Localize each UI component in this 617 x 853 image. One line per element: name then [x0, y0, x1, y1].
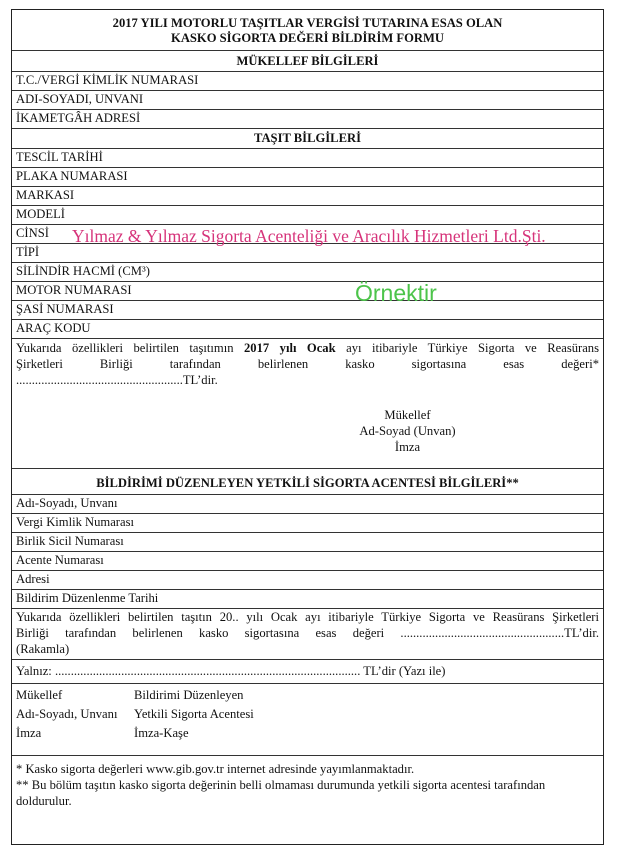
agent-field-date[interactable]: Bildirim Düzenlenme Tarihi	[16, 591, 159, 605]
vehicle-field-registration-date[interactable]: TESCİL TARİHİ	[16, 150, 103, 164]
agent-field-tax-id[interactable]: Vergi Kimlik Numarası	[16, 515, 134, 529]
divider	[12, 338, 603, 339]
divider	[12, 90, 603, 91]
divider	[12, 109, 603, 110]
vehicle-field-model[interactable]: MODELİ	[16, 207, 65, 221]
declaration1-period: 2017 yılı Ocak	[243, 341, 336, 355]
signatures2-agency-signature-stamp[interactable]: İmza-Kaşe	[134, 726, 189, 740]
declaration2-line3: (Rakamla)	[16, 642, 70, 656]
divider	[12, 570, 603, 571]
signatures2-taxpayer: Mükellef	[16, 688, 63, 702]
signatures2-taxpayer-name: Adı-Soyadı, Unvanı	[16, 707, 118, 721]
taxpayer-field-name[interactable]: ADI-SOYADI, UNVANI	[16, 92, 144, 106]
declaration2-line2[interactable]: Birliği tarafından belirlenen kasko sigortasına esas değeri ....................................................TL’dir.	[16, 626, 599, 640]
vehicle-field-type[interactable]: TİPİ	[16, 245, 40, 259]
divider	[12, 683, 603, 684]
divider	[12, 589, 603, 590]
sample-watermark: Örnektir	[355, 280, 437, 306]
declaration1-line2: Şirketleri Birliği tarafından belirlenen kasko sigortasına esas değeri*	[16, 357, 599, 371]
divider	[12, 50, 603, 51]
vehicle-heading: TAŞIT BİLGİLERİ	[254, 131, 361, 145]
signature1-signature[interactable]: İmza	[394, 440, 421, 454]
agent-field-union-registry[interactable]: Birlik Sicil Numarası	[16, 534, 124, 548]
divider	[12, 468, 603, 469]
footnote-2-line2: doldurulur.	[16, 794, 72, 808]
divider	[12, 281, 603, 282]
signatures2-issuer: Bildirimi Düzenleyen	[134, 688, 244, 702]
agent-field-name[interactable]: Adı-Soyadı, Unvanı	[16, 496, 118, 510]
taxpayer-field-id-number[interactable]: T.C./VERGİ KİMLİK NUMARASI	[16, 73, 199, 87]
taxpayer-field-address[interactable]: İKAMETGÂH ADRESİ	[16, 111, 141, 125]
divider	[12, 128, 603, 129]
divider	[12, 300, 603, 301]
signatures2-row1	[16, 688, 599, 703]
declaration1-line1: Yukarıda özellikleri belirtilen taşıtımın 2017 yılı Ocak ayı itibariyle Türkiye Sigorta ve Reasürans	[16, 341, 600, 355]
divider	[12, 224, 603, 225]
divider	[12, 494, 603, 495]
divider	[12, 205, 603, 206]
divider	[12, 262, 603, 263]
divider	[12, 659, 603, 660]
divider	[12, 608, 603, 609]
signatures2-taxpayer-signature[interactable]: İmza	[16, 726, 42, 740]
vehicle-field-brand[interactable]: MARKASI	[16, 188, 75, 202]
company-watermark: Yılmaz & Yılmaz Sigorta Acenteliği ve Aracılık Hizmetleri Ltd.Şti.	[72, 226, 546, 246]
declaration1-amount-line[interactable]: .....................................................TL’dir.	[16, 373, 218, 387]
amount-in-words[interactable]: Yalnız: ................................................................................................. TL’dir (Yazı ile)	[16, 664, 446, 678]
vehicle-field-chassis-number[interactable]: ŞASİ NUMARASI	[16, 302, 114, 316]
divider	[12, 513, 603, 514]
divider	[12, 755, 603, 756]
footnote-1: * Kasko sigorta değerleri www.gib.gov.tr internet adresinde yayımlanmaktadır.	[16, 762, 415, 776]
divider	[12, 167, 603, 168]
vehicle-field-kind[interactable]: CİNSİ	[16, 226, 49, 240]
divider	[12, 186, 603, 187]
divider	[12, 71, 603, 72]
vehicle-field-vehicle-code[interactable]: ARAÇ KODU	[16, 321, 91, 335]
agent-heading: BİLDİRİMİ DÜZENLEYEN YETKİLİ SİGORTA ACENTESİ BİLGİLERİ**	[96, 476, 519, 490]
signatures2-row3	[16, 726, 599, 741]
vehicle-field-engine-number[interactable]: MOTOR NUMARASI	[16, 283, 132, 297]
divider	[12, 148, 603, 149]
divider	[12, 319, 603, 320]
signature1-name: Ad-Soyad (Unvan)	[359, 424, 456, 438]
vehicle-field-cylinder-volume[interactable]: SİLİNDİR HACMİ (CM³)	[16, 264, 150, 278]
vehicle-field-plate[interactable]: PLAKA NUMARASI	[16, 169, 128, 183]
agent-field-agency-number[interactable]: Acente Numarası	[16, 553, 104, 567]
form-frame	[11, 9, 604, 845]
divider	[12, 551, 603, 552]
declaration2-line1: Yukarıda özellikleri belirtilen taşıtın 20.. yılı Ocak ayı itibariyle Türkiye Sigorta ve Reasürans Şirketleri	[16, 610, 599, 624]
footnote-2-line1: ** Bu bölüm taşıtın kasko sigorta değerinin belli olmaması durumunda yetkili sigorta acentesi tarafından	[16, 778, 546, 792]
signatures2-authorized-agency: Yetkili Sigorta Acentesi	[134, 707, 254, 721]
divider	[12, 532, 603, 533]
agent-field-address[interactable]: Adresi	[16, 572, 50, 586]
signature1-taxpayer: Mükellef	[384, 408, 431, 422]
form-title-line1: 2017 YILI MOTORLU TAŞITLAR VERGİSİ TUTARINA ESAS OLAN	[112, 16, 503, 30]
form-title-line2: KASKO SİGORTA DEĞERİ BİLDİRİM FORMU	[171, 31, 444, 45]
taxpayer-heading: MÜKELLEF BİLGİLERİ	[236, 54, 379, 68]
signatures2-row2	[16, 707, 599, 722]
